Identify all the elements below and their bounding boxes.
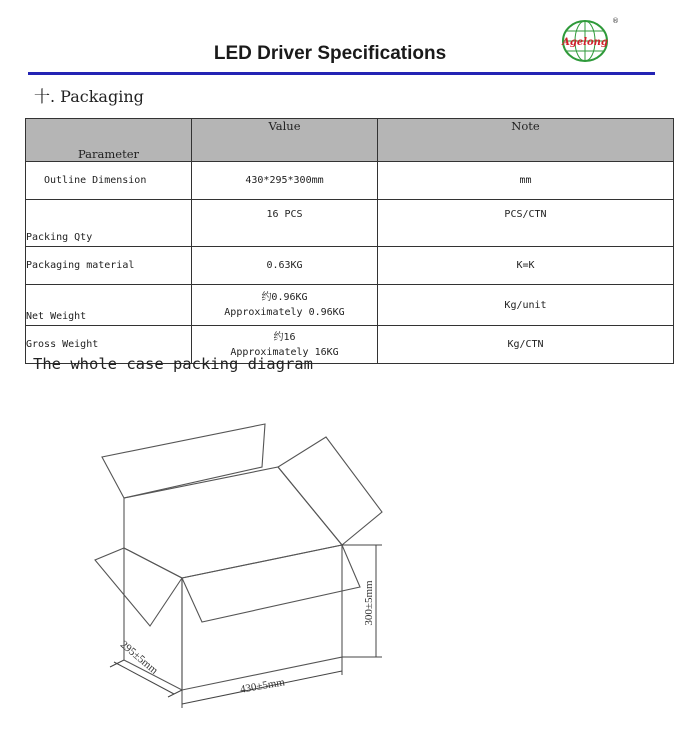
value-text-approx: Approximately 0.96KG <box>224 307 345 318</box>
note-cell: K=K <box>378 247 674 285</box>
column-header: Parameter <box>26 119 192 162</box>
table-row <box>26 200 674 247</box>
section-title: 十. Packaging <box>34 87 144 106</box>
value-cell <box>192 247 378 285</box>
table-header-row <box>26 119 674 162</box>
value-cell <box>192 285 378 326</box>
note-cell: mm <box>378 162 674 200</box>
table-row <box>26 162 674 200</box>
note-cell: Kg/unit <box>378 285 674 326</box>
value-text-approx: Approximately 16KG <box>230 346 339 358</box>
depth-label: 295±5mm <box>117 638 161 677</box>
note-cell: Kg/CTN <box>378 326 674 364</box>
value-text: 0.63KG <box>266 260 303 271</box>
page-title: LED Driver Specifications <box>213 43 447 64</box>
parameter-cell: Packaging material <box>26 247 192 285</box>
value-text: 430*295*300mm <box>245 175 324 186</box>
table-row <box>26 285 674 326</box>
value-cell <box>192 162 378 200</box>
registered-mark: ® <box>612 17 619 25</box>
column-header: Value <box>192 119 378 162</box>
parameter-cell: Outline Dimension <box>26 162 192 200</box>
parameter-cell: Packing Qty <box>26 200 192 247</box>
value-cell <box>192 200 378 247</box>
height-label: 300±5mm <box>363 580 375 626</box>
box-diagram <box>0 380 700 753</box>
note-cell: PCS/CTN <box>378 200 674 247</box>
value-text: 约16 <box>273 331 296 343</box>
value-text: 约0.96KG <box>261 292 308 303</box>
header-rule <box>28 72 655 75</box>
parameter-cell: Gross Weight <box>26 326 192 364</box>
agelong-logo <box>557 14 619 64</box>
diagram-caption: The whole case packing diagram <box>33 355 313 373</box>
width-label: 430±5mm <box>239 676 286 696</box>
logo-text: Agelong <box>562 37 608 48</box>
height-dimension <box>342 545 382 657</box>
column-header: Note <box>378 119 674 162</box>
table-row <box>26 247 674 285</box>
parameter-cell: Net Weight <box>26 285 192 326</box>
spec-table <box>25 118 674 364</box>
value-text: 16 PCS <box>266 209 303 220</box>
